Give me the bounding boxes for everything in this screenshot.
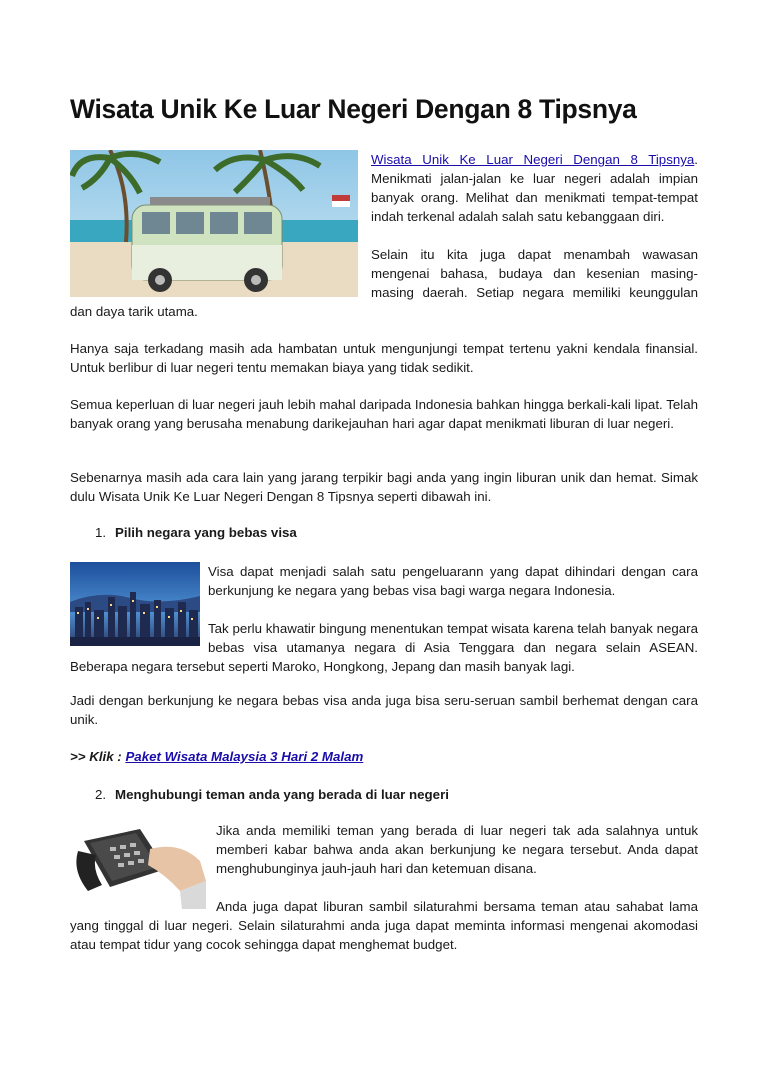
tip-1-text-1: Visa dapat menjadi salah satu pengeluarann yang dapat dihindari dengan cara berkunjung ke negara yang bebas visa bagi warga negara Indonesia. bbox=[208, 564, 698, 598]
intro-section bbox=[70, 150, 698, 321]
tip-1-text-3-block bbox=[70, 691, 698, 729]
tip-1-section bbox=[70, 562, 698, 676]
tip-1-text-2: Tak perlu khawatir bingung menentukan tempat wisata karena telah banyak negara bebas visa utamanya negara di Asia Tenggara dan negara selain ASEAN. Beberapa negara tersebut seperti Maroko, Hongkong, Jepang dan masih banyak lagi. bbox=[70, 621, 698, 674]
intro-paragraph-2: Selain itu kita juga dapat menambah wawasan mengenai bahasa, budaya dan kesenian masing-masing daerah. Setiap negara memiliki keunggulan dan daya tarik utama. bbox=[70, 247, 698, 319]
telephone-hand-image bbox=[70, 821, 206, 909]
tip-2-heading: 2. Menghubungi teman anda yang berada di luar negeri bbox=[95, 787, 449, 802]
paragraph-1: Hanya saja terkadang masih ada hambatan untuk mengunjungi tempat tertenu yakni kendala finansial. Untuk berlibur di luar negeri tentu memakan biaya yang tidak sedikit. bbox=[70, 341, 698, 375]
tip-2-text-2: Anda juga dapat liburan sambil silaturahmi bersama teman atau sahabat lama yang tinggal di luar negeri. Selain silaturahmi anda juga dapat meminta informasi mengenai akomodasi atau tempat tidur yang cocok sehingga dapat menghemat budget. bbox=[70, 899, 698, 952]
tip-2-text-1: Jika anda memiliki teman yang berada di luar negeri tak ada salahnya untuk memberi kabar bahwa anda akan berkunjung ke negara tersebut. Anda dapat menghubunginya jauh-jauh hari dan ketemuan disana. bbox=[216, 823, 698, 876]
tip-1-heading: 1. Pilih negara yang bebas visa bbox=[95, 525, 297, 540]
paket-wisata-link[interactable]: Paket Wisata Malaysia 3 Hari 2 Malam bbox=[125, 749, 364, 764]
paragraph-3: Sebenarnya masih ada cara lain yang jarang terpikir bagi anda yang ingin liburan unik dan hemat. Simak dulu Wisata Unik Ke Luar Negeri Dengan 8 Tipsnya seperti dibawah ini. bbox=[70, 470, 698, 504]
hongkong-skyline-image bbox=[70, 562, 200, 646]
paragraph-2: Semua keperluan di luar negeri jauh lebih mahal daripada Indonesia bahkan hingga berkali-kali lipat. Telah banyak orang yang berusaha menabung darikejauhan hari agar dapat menikmati liburan di luar negeri. bbox=[70, 397, 698, 431]
klik-line: >> Klik : Paket Wisata Malaysia 3 Hari 2 Malam bbox=[70, 749, 364, 764]
intro-title-link[interactable]: Wisata Unik Ke Luar Negeri Dengan 8 Tipsnya bbox=[371, 152, 695, 167]
tip-2-section bbox=[70, 821, 698, 954]
tip-1-text-3: Jadi dengan berkunjung ke negara bebas visa anda juga bisa seru-seruan sambil berhemat dengan cara unik. bbox=[70, 693, 698, 727]
intro-paragraph-1: Wisata Unik Ke Luar Negeri Dengan 8 Tipsnya. Menikmati jalan-jalan ke luar negeri adalah impian banyak orang. Melihat dan menikmati tempat-tempat indah terkenal adalah salah satu kebanggaan diri. bbox=[371, 152, 698, 224]
van-beach-image bbox=[70, 150, 358, 297]
page-title: Wisata Unik Ke Luar Negeri Dengan 8 Tipsnya bbox=[70, 94, 637, 124]
